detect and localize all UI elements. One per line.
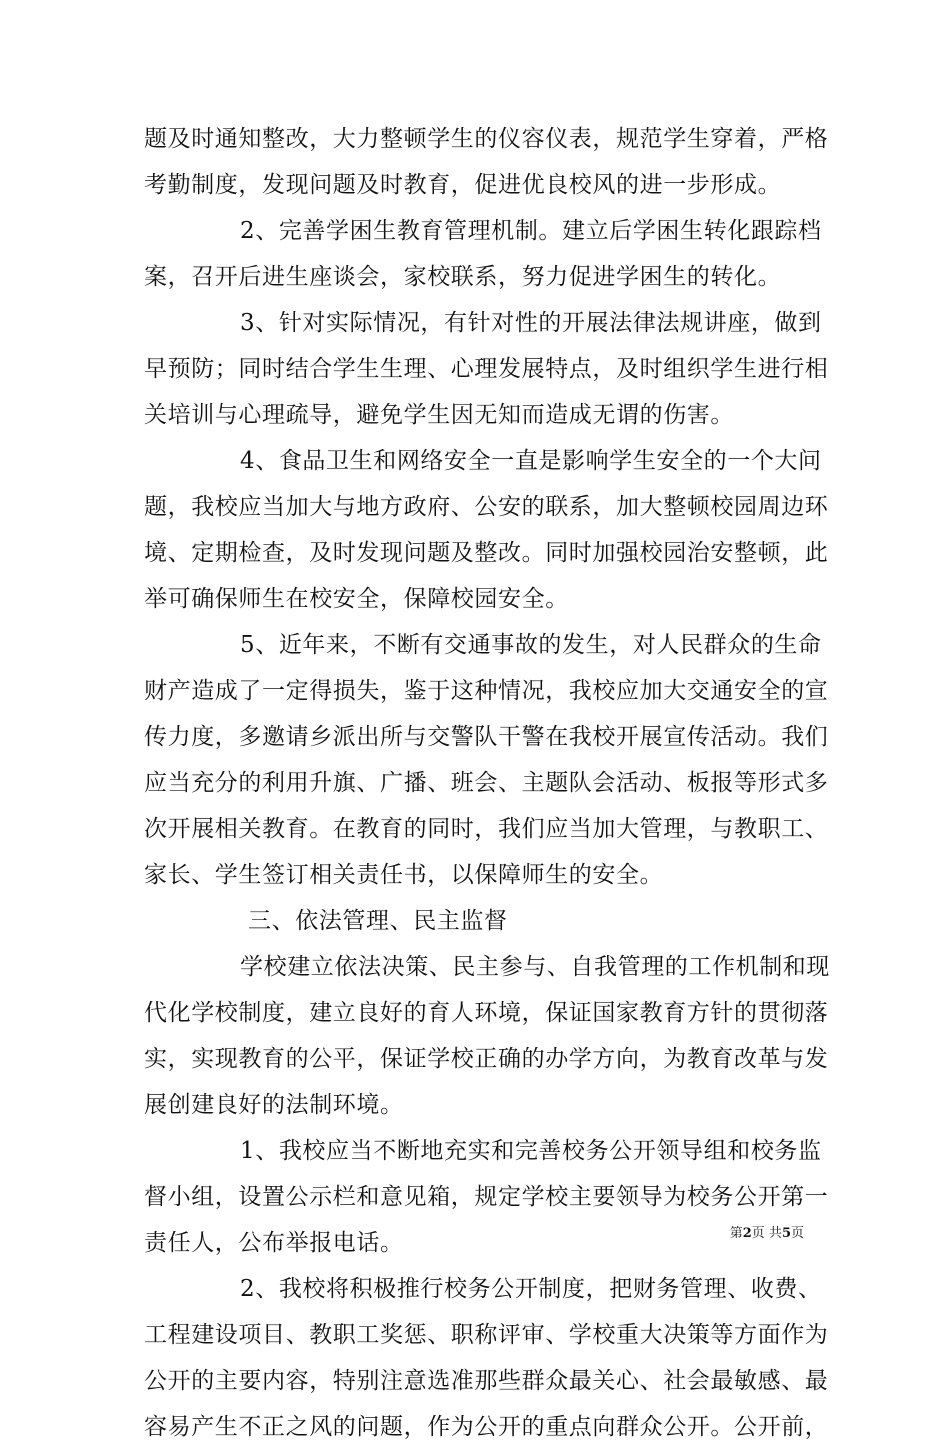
footer-current-page: 2 [742, 1226, 752, 1241]
footer-prefix: 第 [729, 1226, 743, 1241]
text-line: 1、我校应当不断地充实和完善校务公开领导组和校务监 [240, 1138, 822, 1164]
document-body [144, 116, 830, 1450]
text-line: 展创建良好的法制环境。 [144, 1092, 404, 1118]
footer-suffix: 页 [790, 1226, 804, 1241]
text-line: 工程建设项目、教职工奖惩、职称评审、学校重大决策等方面作为 [144, 1322, 829, 1348]
text-line: 传力度，多邀请乡派出所与交警队干警在我校开展宣传活动。我们 [144, 724, 829, 750]
text-line: 督小组，设置公示栏和意见箱，规定学校主要领导为校务公开第一 [144, 1184, 829, 1210]
section-heading: 三、依法管理、民主监督 [248, 908, 508, 934]
text-line: 早预防；同时结合学生生理、心理发展特点，及时组织学生进行相 [144, 356, 829, 382]
text-line: 题及时通知整改，大力整顿学生的仪容仪表，规范学生穿着，严格 [144, 126, 829, 152]
text-line: 案，召开后进生座谈会，家校联系，努力促进学困生的转化。 [144, 264, 782, 290]
text-line: 财产造成了一定得损失，鉴于这种情况，我校应加大交通安全的宣 [144, 678, 829, 704]
text-line: 境、定期检查，及时发现问题及整改。同时加强校园治安整顿，此 [144, 540, 829, 566]
text-line: 次开展相关教育。在教育的同时，我们应当加大管理，与教职工、 [144, 816, 829, 842]
text-line: 2、完善学困生教育管理机制。建立后学困生转化跟踪档 [240, 218, 822, 244]
text-line: 应当充分的利用升旗、广播、班会、主题队会活动、板报等形式多 [144, 770, 829, 796]
text-line: 2、我校将积极推行校务公开制度，把财务管理、收费、 [240, 1276, 822, 1302]
text-line: 代化学校制度，建立良好的育人环境，保证国家教育方针的贯彻落 [144, 1000, 829, 1026]
text-line: 家长、学生签订相关责任书，以保障师生的安全。 [144, 862, 664, 888]
text-line: 题，我校应当加大与地方政府、公安的联系，加大整顿校园周边环 [144, 494, 829, 520]
text-line: 4、食品卫生和网络安全一直是影响学生安全的一个大问 [240, 448, 822, 474]
text-line: 公开的主要内容，特别注意选准那些群众最关心、社会最敏感、最 [144, 1368, 829, 1394]
text-line: 5、近年来，不断有交通事故的发生，对人民群众的生命 [240, 632, 822, 658]
text-line: 关培训与心理疏导，避免学生因无知而造成无谓的伤害。 [144, 402, 734, 428]
text-line: 责任人，公布举报电话。 [144, 1230, 404, 1256]
page-footer [730, 1225, 804, 1243]
text-line: 学校建立依法决策、民主参与、自我管理的工作机制和现 [240, 954, 830, 980]
footer-middle: 页 共 [751, 1226, 782, 1241]
text-line: 3、针对实际情况，有针对性的开展法律法规讲座，做到 [240, 310, 822, 336]
text-line: 容易产生不正之风的问题，作为公开的重点向群众公开。公开前， [144, 1414, 829, 1440]
footer-total-pages: 5 [781, 1226, 791, 1241]
text-line: 实，实现教育的公平，保证学校正确的办学方向，为教育改革与发 [144, 1046, 829, 1072]
text-line: 考勤制度，发现问题及时教育，促进优良校风的进一步形成。 [144, 172, 782, 198]
text-line: 举可确保师生在校安全，保障校园安全。 [144, 586, 569, 612]
